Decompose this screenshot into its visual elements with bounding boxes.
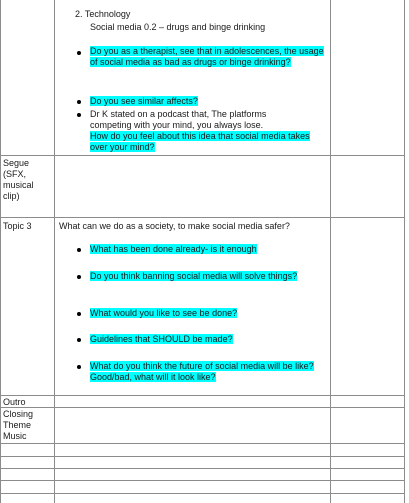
topic3-question: What can we do as a society, to make social media safer? (59, 221, 290, 231)
table-border-left (0, 0, 1, 503)
technology-subheading: Social media 0.2 – drugs and binge drinking (90, 22, 266, 32)
technology-heading: 2. Technology (75, 9, 131, 19)
row-divider (0, 480, 405, 481)
row-divider (0, 493, 405, 494)
tech-question-2: Do you see similar affects? (90, 96, 198, 106)
outro-label: Outro (3, 397, 26, 407)
closing-theme-label: Closing Theme Music (3, 409, 34, 441)
bullet-icon (77, 275, 81, 279)
bullet-icon (77, 113, 81, 117)
drk-line-1: Dr K stated on a podcast that, The platforms (90, 109, 267, 119)
bullet-icon (77, 100, 81, 104)
topic3-item-2: Do you think banning social media will solve things? (90, 271, 298, 281)
segue-label: Segue (SFX, musical clip) (3, 158, 34, 201)
row-divider (0, 468, 405, 469)
column-divider-1 (54, 0, 55, 503)
topic3-item-3: What would you like to see be done? (90, 308, 238, 318)
drk-highlight: How do you feel about this idea that social media takes over your mind? (90, 131, 310, 152)
row-divider (0, 456, 405, 457)
column-divider-2 (330, 0, 331, 503)
table-border-right (404, 0, 405, 503)
row-divider (0, 395, 405, 396)
drk-line-2: competing with your mind, you always lose. (90, 120, 264, 130)
topic3-item-1: What has been done already- is it enough (90, 244, 257, 254)
row-divider (0, 407, 405, 408)
bullet-icon (77, 365, 81, 369)
bullet-icon (77, 312, 81, 316)
topic3-item-4: Guidelines that SHOULD be made? (90, 334, 233, 344)
topic3-item-5: What do you think the future of social media will be like? Good/bad, what will it look like? (90, 361, 314, 382)
bullet-icon (77, 51, 81, 55)
topic3-label: Topic 3 (3, 221, 32, 231)
tech-question-3 (90, 109, 320, 153)
tech-question-1: Do you as a therapist, see that in adolescences, the usage of social media as bad as drugs or binge drinking? (90, 46, 324, 67)
bullet-icon (77, 248, 81, 252)
row-divider (0, 217, 405, 218)
bullet-icon (77, 338, 81, 342)
row-divider (0, 443, 405, 444)
row-divider (0, 155, 405, 156)
